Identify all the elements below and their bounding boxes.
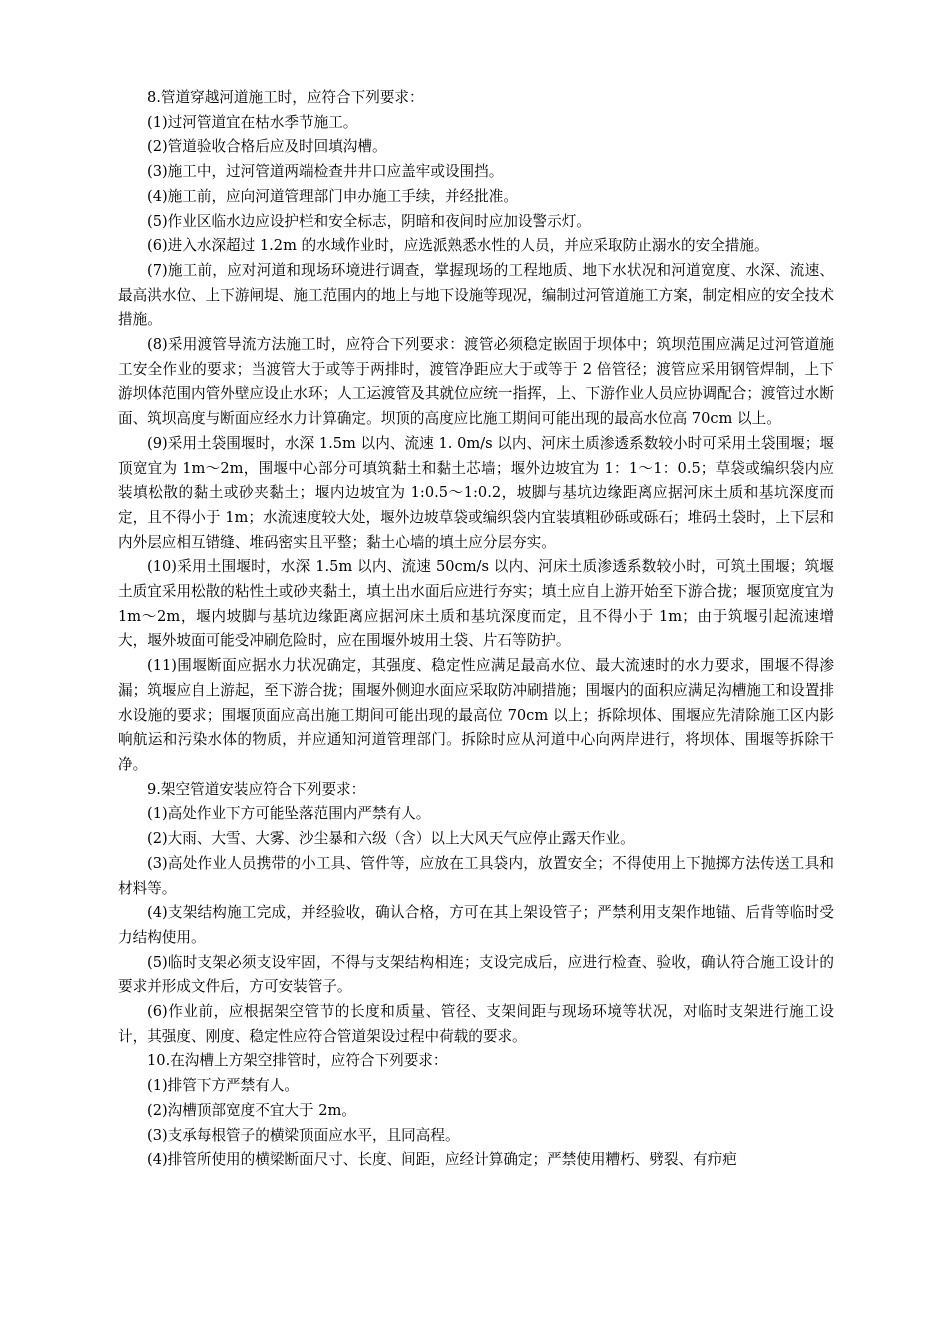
paragraph-8-2: (2)管道验收合格后应及时回填沟槽。 (147, 138, 387, 156)
paragraph-9-4: (4)支架结构施工完成，并经验收，确认合格，方可在其上架设管子；严禁利用支架作地锚、后背等临时受力结构使用。 (118, 904, 834, 946)
paragraph-10-3: (3)支承每根管子的横梁顶面应水平，且同高程。 (147, 1126, 460, 1144)
paragraph-8-10: (10)采用土围堰时，水深 1.5m 以内、流速 50cm/s 以内、河床土质渗透系数较小时，可筑土围堰；筑堰土质宜采用松散的粘性土或砂夹黏土，填土出水面后应进行夯实；填土应自上游开始至下游合拢；堰顶宽度宜为 1m～2m，堰内坡脚与基坑边缘距离应据河床土质和基坑深度而定，且不得小于 1m；由于筑堰引起流速增大，堰外坡面可能受冲刷危险时，应在围堰外坡用土袋、片石等防护。 (118, 558, 834, 650)
paragraph-9-6: (6)作业前，应根据架空管节的长度和质量、管径、支架间距与现场环境等状况，对临时支架进行施工设计，其强度、刚度、稳定性应符合管道架设过程中荷载的要求。 (118, 1003, 834, 1045)
paragraph-8-5: (5)作业区临水边应设护栏和安全标志，阴暗和夜间时应加设警示灯。 (147, 212, 591, 230)
paragraph-9-3: (3)高处作业人员携带的小工具、管件等，应放在工具袋内，放置安全；不得使用上下抛掷方法传送工具和材料等。 (118, 854, 834, 897)
paragraph-8-1: (1)过河管道宜在枯水季节施工。 (147, 113, 358, 131)
paragraph-8-8: (8)采用渡管导流方法施工时，应符合下列要求：渡管必须稳定嵌固于坝体中；筑坝范围应满足过河管道施工安全作业的要求；当渡管大于或等于两排时，渡管净距应大于或等于 2 倍管径；渡管应采用钢管焊制，上下游坝体范围内管外壁应设止水环；人工运渡管及其就位应统一指挥，上、下游作业人员应协调配合；渡管过水断面、筑坝高度与断面应经水力计算确定。坝顶的高度应比施工期间可能出现的最高水位高 70cm 以上。 (118, 336, 834, 428)
paragraph-8-3: (3)施工中，过河管道两端检查井井口应盖牢或设围挡。 (147, 163, 504, 181)
paragraph-9-5: (5)临时支架必须支设牢固，不得与支架结构相连；支设完成后，应进行检查、验收，确认符合施工设计的要求并形成文件后，方可安装管子。 (118, 953, 834, 996)
paragraph-10-heading: 10.在沟槽上方架空排管时，应符合下列要求： (147, 1052, 448, 1070)
paragraph-9-1: (1)高处作业下方可能坠落范围内严禁有人。 (147, 805, 431, 823)
document-body (118, 86, 834, 1173)
paragraph-10-4: (4)排管所使用的横梁断面尺寸、长度、间距，应经计算确定；严禁使用糟朽、劈裂、有疖疤 (147, 1151, 737, 1169)
paragraph-8-6: (6)进入水深超过 1.2m 的水域作业时，应选派熟悉水性的人员，并应采取防止溺水的安全措施。 (147, 237, 769, 255)
paragraph-8-7: (7)施工前，应对河道和现场环境进行调查，掌握现场的工程地质、地下水状况和河道宽度、水深、流速、最高洪水位、上下游闸堤、施工范围内的地上与地下设施等现况，编制过河管道施工方案，制定相应的安全技术措施。 (118, 261, 834, 329)
paragraph-8-9: (9)采用土袋围堰时，水深 1.5m 以内、流速 1. 0m/s 以内、河床土质渗透系数较小时可采用土袋围堰；堰顶宽宜为 1m～2m，围堰中心部分可填筑黏土和黏土芯墙；堰外边坡宜为 1：1～1：0.5；草袋或编织袋内应装填松散的黏土或砂夹黏土；堰内边坡宜为 1:0.5～1:0.2，坡脚与基坑边缘距离应据河床土质和基坑深度而定，且不得小于 1m；水流速度较大处，堰外边坡草袋或编织袋内宜装填粗砂砾或砾石；堆码土袋时，上下层和内外层应相互错缝、堆码密实且平整；黏土心墙的填土应分层夯实。 (118, 434, 834, 551)
paragraph-10-2: (2)沟槽顶部宽度不宜大于 2m。 (147, 1101, 356, 1119)
paragraph-8-4: (4)施工前，应向河道管理部门申办施工手续，并经批准。 (147, 187, 518, 205)
paragraph-9-heading: 9.架空管道安装应符合下列要求： (147, 780, 366, 798)
paragraph-8-heading: 8.管道穿越河道施工时，应符合下列要求： (147, 89, 424, 106)
paragraph-8-11: (11)围堰断面应据水力状况确定，其强度、稳定性应满足最高水位、最大流速时的水力要求，围堰不得渗漏；筑堰应自上游起，至下游合拢；围堰外侧迎水面应采取防冲刷措施；围堰内的面积应满足沟槽施工和设置排水设施的要求；围堰顶面应高出施工期间可能出现的最高位 70cm 以上；拆除坝体、围堰应先清除施工区内影响航运和污染水体的物质，并应通知河道管理部门。拆除时应从河道中心向两岸进行，将坝体、围堰等拆除干净。 (118, 657, 834, 773)
paragraph-10-1: (1)排管下方严禁有人。 (147, 1077, 300, 1095)
paragraph-9-2: (2)大雨、大雪、大雾、沙尘暴和六级（含）以上大风天气应停止露天作业。 (147, 830, 635, 848)
